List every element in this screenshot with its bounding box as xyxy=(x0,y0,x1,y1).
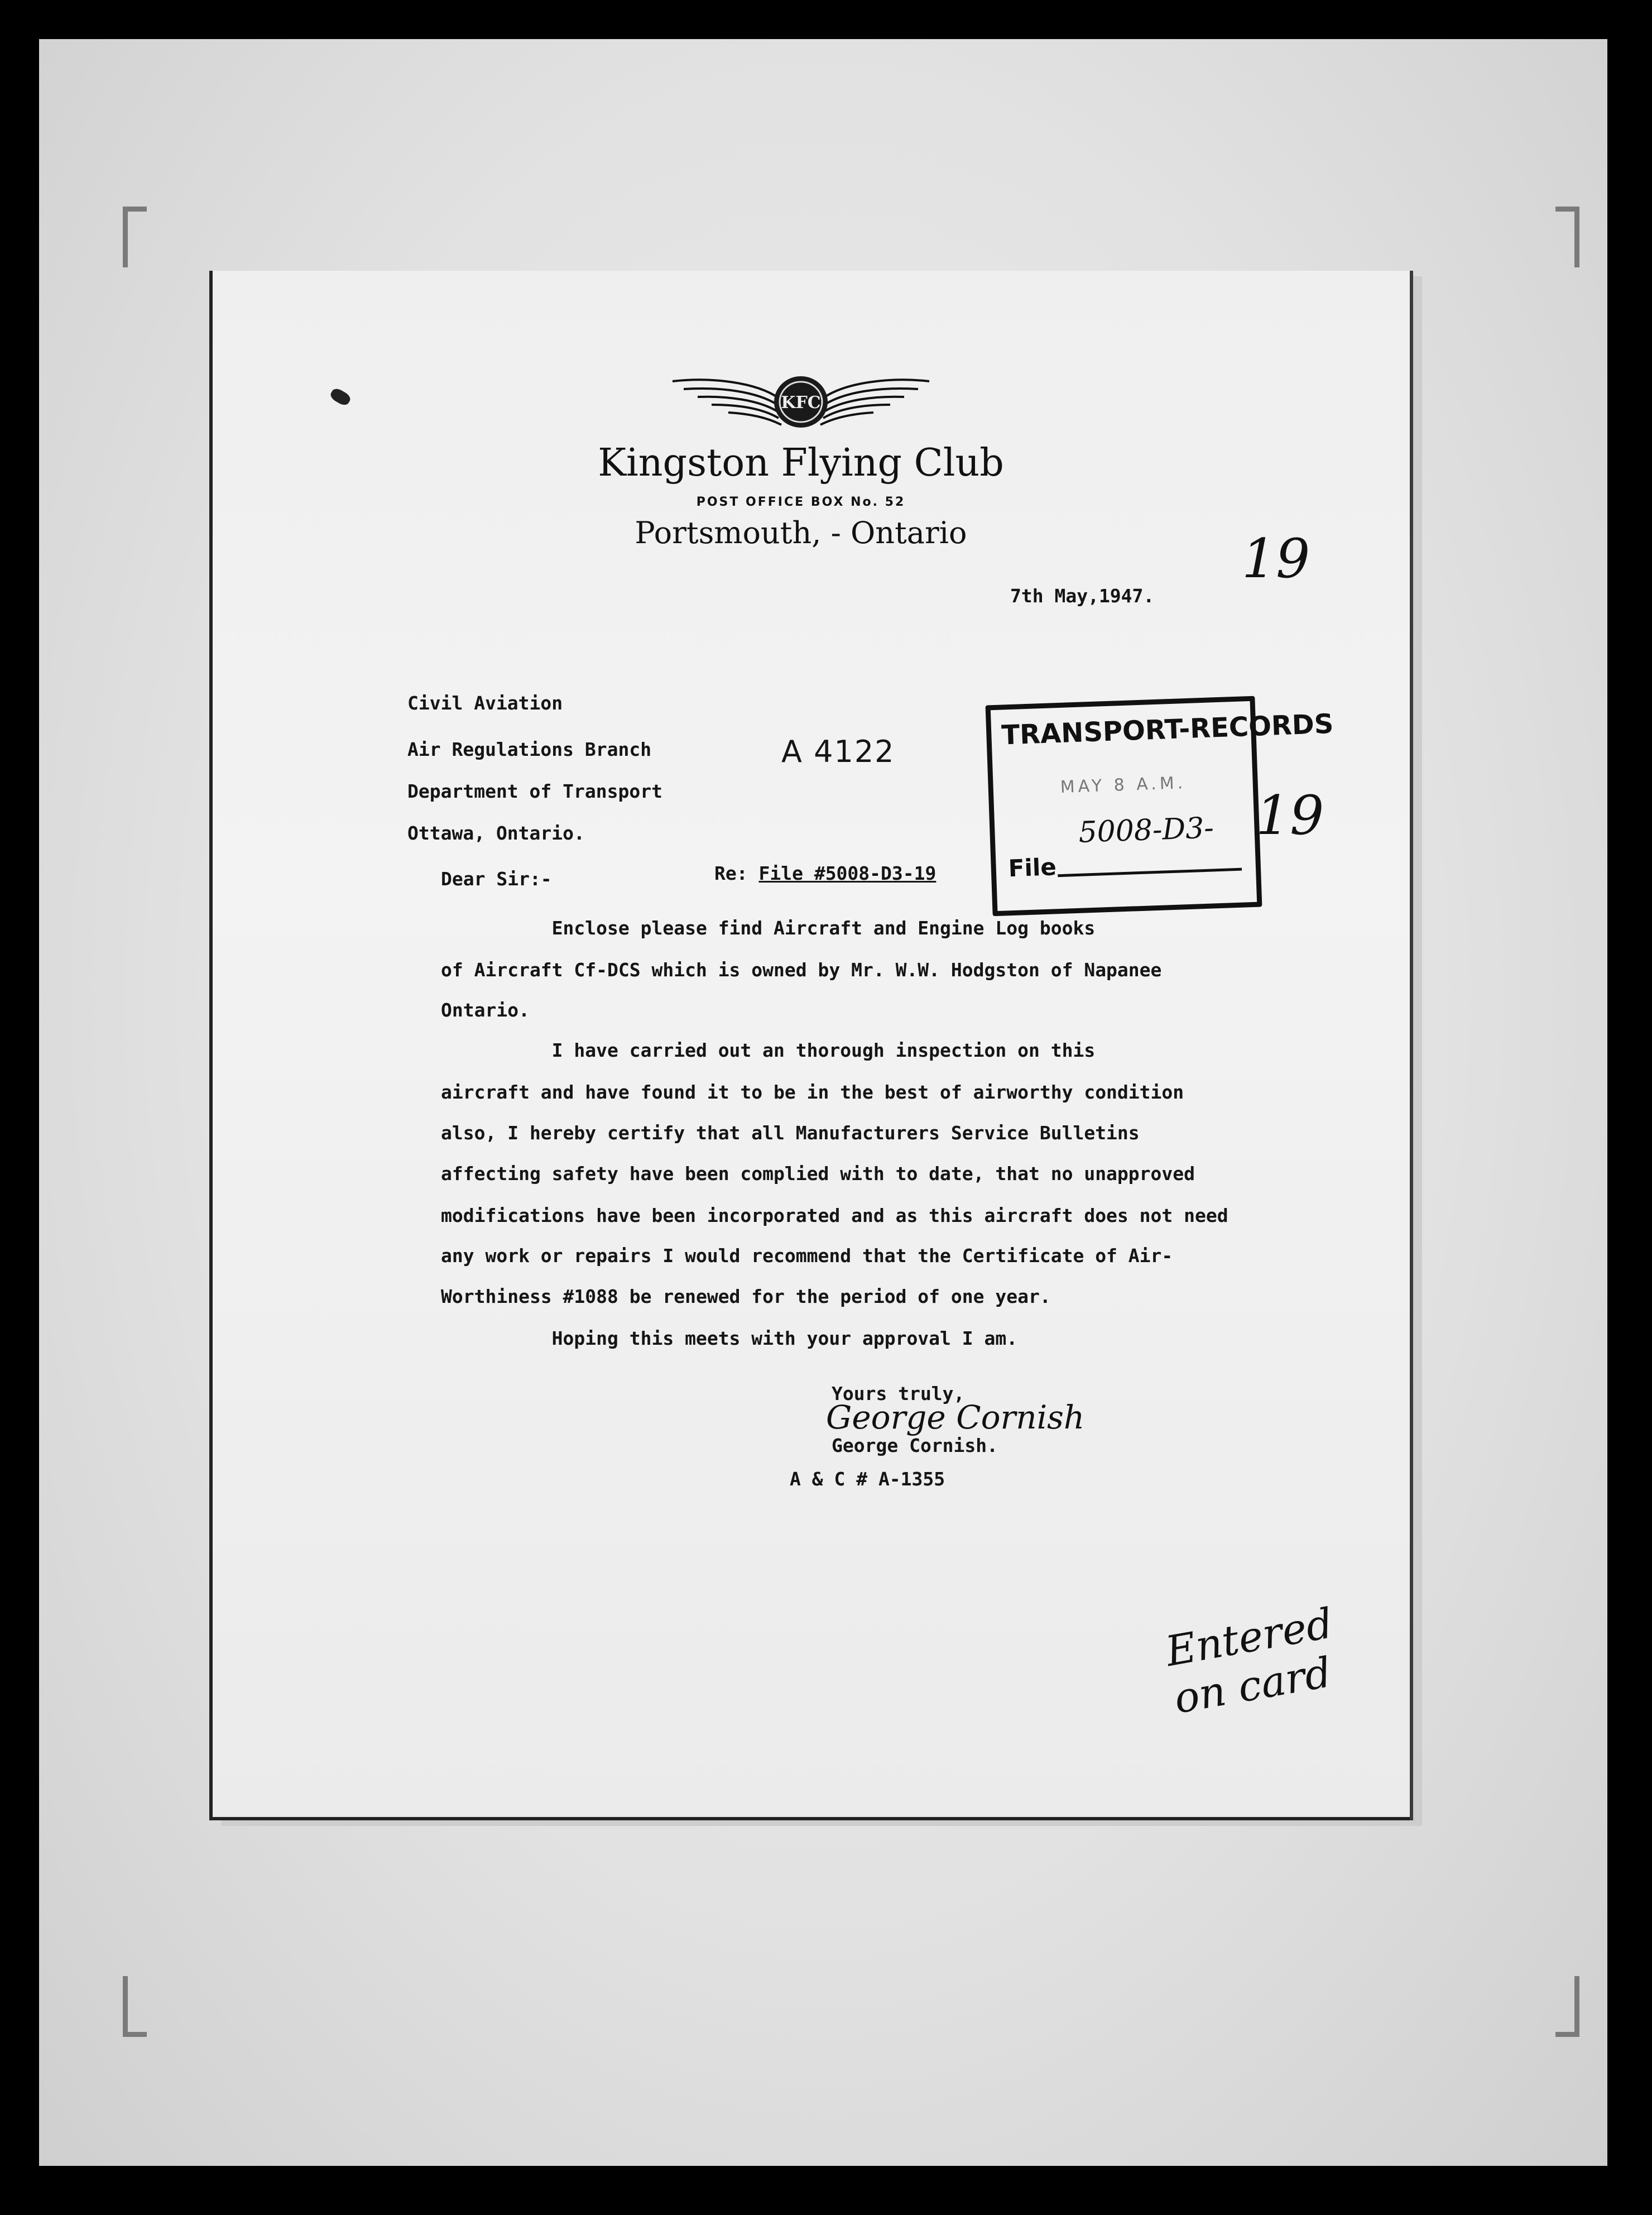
body-line-2: of Aircraft Cf-DCS which is owned by Mr. W.W. Hodgston of Napanee xyxy=(441,959,1162,981)
body-line-1: Enclose please find Aircraft and Engine Log books xyxy=(441,917,1096,939)
letter-date: 7th May,1947. xyxy=(1010,585,1155,607)
handwritten-file-suffix: 19 xyxy=(1256,784,1324,847)
typed-name: George Cornish. xyxy=(832,1435,998,1456)
winged-logo-icon xyxy=(667,371,935,435)
stamp-file-line xyxy=(1058,868,1242,878)
body-line-7: affecting safety have been complied with to date, that no unapproved xyxy=(441,1163,1195,1185)
body-line-3: Ontario. xyxy=(441,999,530,1021)
re-label xyxy=(714,862,936,884)
club-city: Portsmouth, - Ontario xyxy=(635,515,967,550)
body-line-5: aircraft and have found it to be in the best of airworthy condition xyxy=(441,1081,1184,1103)
re-file-number: File #5008-D3-19 xyxy=(758,862,937,884)
re-prefix: Re: xyxy=(714,862,748,884)
crop-mark-bottom-left xyxy=(123,1976,147,2037)
crop-mark-top-left xyxy=(123,207,147,267)
recipient-line-2: Air Regulations Branch xyxy=(407,739,652,760)
recipient-line-1: Civil Aviation xyxy=(407,692,563,714)
stamp-date: MAY 8 A.M. xyxy=(1060,773,1187,797)
recipient-line-3: Department of Transport xyxy=(407,780,662,802)
file-number: A 4122 xyxy=(781,734,895,769)
crop-mark-bottom-right xyxy=(1555,1976,1579,2037)
club-name: Kingston Flying Club xyxy=(598,441,1004,485)
stamp-handwritten-file: 5008-D3- xyxy=(1078,811,1214,850)
po-box: POST OFFICE BOX No. 52 xyxy=(696,495,906,509)
salutation: Dear Sir:- xyxy=(441,868,552,890)
body-line-6: also, I hereby certify that all Manufacturers Service Bulletins xyxy=(441,1122,1140,1144)
body-line-8: modifications have been incorporated and as this aircraft does not need xyxy=(441,1205,1228,1226)
body-line-9: any work or repairs I would recommend that the Certificate of Air- xyxy=(441,1245,1173,1267)
body-line-11: Hoping this meets with your approval I am. xyxy=(441,1327,1018,1349)
crop-mark-top-right xyxy=(1555,207,1579,267)
stamp-file-label: File xyxy=(1007,853,1057,883)
handwritten-page-number: 19 xyxy=(1242,528,1310,590)
recipient-line-4: Ottawa, Ontario. xyxy=(407,822,585,844)
body-line-10: Worthiness #1088 be renewed for the period of one year. xyxy=(441,1286,1051,1307)
svg-text:KFC: KFC xyxy=(781,393,821,413)
body-line-4: I have carried out an thorough inspection on this xyxy=(441,1039,1096,1061)
signature: George Cornish xyxy=(826,1398,1085,1436)
stamp-title: TRANSPORT-RECORDS xyxy=(1001,708,1334,751)
handwritten-entered-on-card: Entered on card xyxy=(1162,1599,1337,1723)
closing: Yours truly, xyxy=(832,1383,965,1404)
license-number: A & C # A-1355 xyxy=(790,1468,945,1490)
